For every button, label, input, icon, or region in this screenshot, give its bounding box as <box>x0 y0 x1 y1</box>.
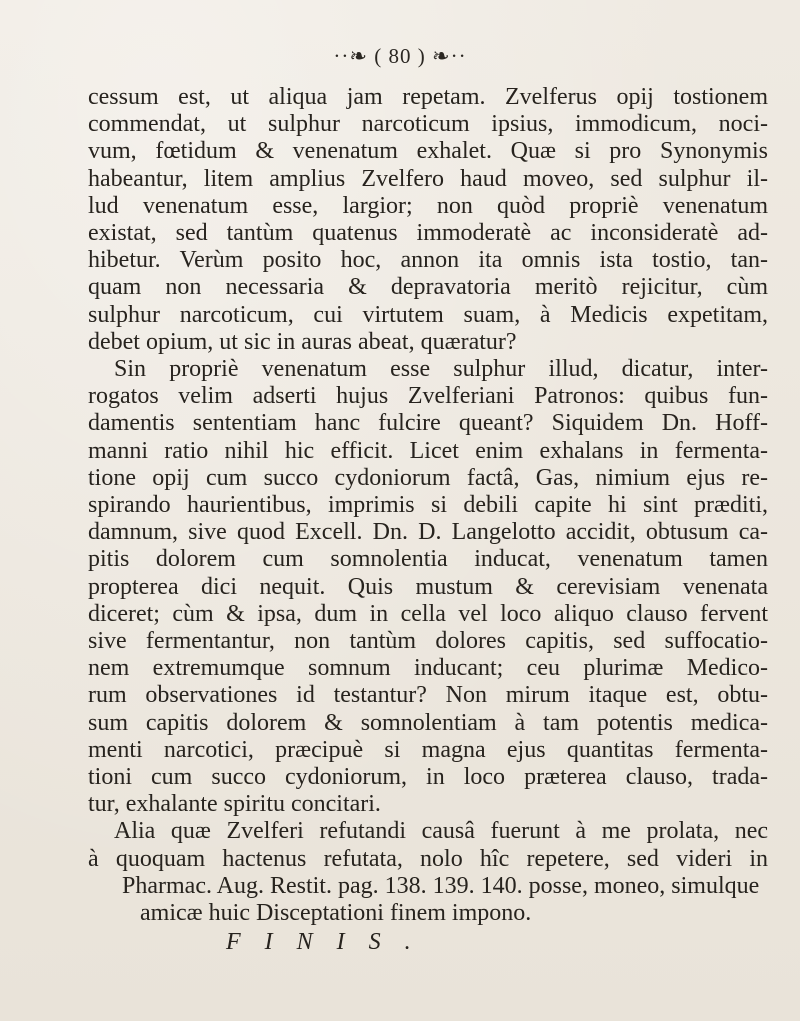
text-line: amicæ huic Disceptationi finem impono. <box>140 900 532 927</box>
text-line: hibetur. Verùm posito hoc, annon ita omnis ista tostio, tan- <box>88 247 768 274</box>
finis-label: FINIS. <box>226 929 435 956</box>
text-line: rum observationes id testantur? Non mirum itaque est, obtu- <box>88 682 768 709</box>
text-line: habeantur, litem amplius Zvelfero haud moveo, sed sulphur il- <box>88 165 768 192</box>
text-line: quam non necessaria & depravatoria meritò rejicitur, cùm <box>88 274 768 301</box>
text-line: sum capitis dolorem & somnolentiam à tam potentis medica- <box>88 709 768 736</box>
text-line: manni ratio nihil hic efficit. Licet enim exhalans in fermenta- <box>88 437 768 464</box>
text-line: vum, fœtidum & venenatum exhalet. Quæ si pro Synonymis <box>88 138 768 165</box>
text-line: spirando haurientibus, imprimis si debili capite hi sint præditi, <box>88 492 768 519</box>
text-line: Alia quæ Zvelferi refutandi causâ fuerunt à me prolata, nec <box>114 818 768 845</box>
text-line: existat, sed tantùm quatenus immoderatè ac inconsideratè ad- <box>88 220 768 247</box>
text-line: sulphur narcoticum, cui virtutem suam, à Medicis expetitam, <box>88 301 768 328</box>
text-line: propterea dici nequit. Quis mustum & cerevisiam venenata <box>88 573 768 600</box>
text-line: sive fermentantur, non tantùm dolores capitis, sed suffocatio- <box>88 628 768 655</box>
text-line: Sin propriè venenatum esse sulphur illud, dicatur, inter- <box>114 356 768 383</box>
text-line: commendat, ut sulphur narcoticum ipsius, immodicum, noci- <box>88 111 768 138</box>
text-line: damentis sententiam hanc fulcire queant? Siquidem Dn. Hoff- <box>88 410 768 437</box>
text-line: tioni cum succo cydoniorum, in loco præterea clauso, trada- <box>88 764 768 791</box>
page-header: ··❧ ( 80 ) ❧·· <box>333 44 467 68</box>
text-line: lud venenatum esse, largior; non quòd propriè venenatum <box>88 192 768 219</box>
text-line: Pharmac. Aug. Restit. pag. 138. 139. 140. posse, moneo, simulque <box>122 872 760 899</box>
text-line: tur, exhalante spiritu concitari. <box>88 791 381 818</box>
text-line: tione opij cum succo cydoniorum factâ, Gas, nimium ejus re- <box>88 464 768 491</box>
text-line: damnum, sive quod Excell. Dn. D. Langelotto accidit, obtusum ca- <box>88 519 768 546</box>
text-line: rogatos velim adserti hujus Zvelferiani Patronos: quibus fun- <box>88 383 768 410</box>
text-line: nem extremumque somnum inducant; ceu plurimæ Medico- <box>88 655 768 682</box>
text-line: cessum est, ut aliqua jam repetam. Zvelferus opij tostionem <box>88 84 768 110</box>
text-line: menti narcotici, præcipuè si magna ejus quantitas fermenta- <box>88 736 768 763</box>
text-line: à quoquam hactenus refutata, nolo hîc repetere, sed videri in <box>88 845 768 872</box>
text-line: pitis dolorem cum somnolentia inducat, venenatum tamen <box>88 546 768 573</box>
text-line: debet opium, ut sic in auras abeat, quæratur? <box>88 328 517 355</box>
text-line: diceret; cùm & ipsa, dum in cella vel loco aliquo clauso fervent <box>88 600 768 627</box>
body-text <box>88 84 768 957</box>
